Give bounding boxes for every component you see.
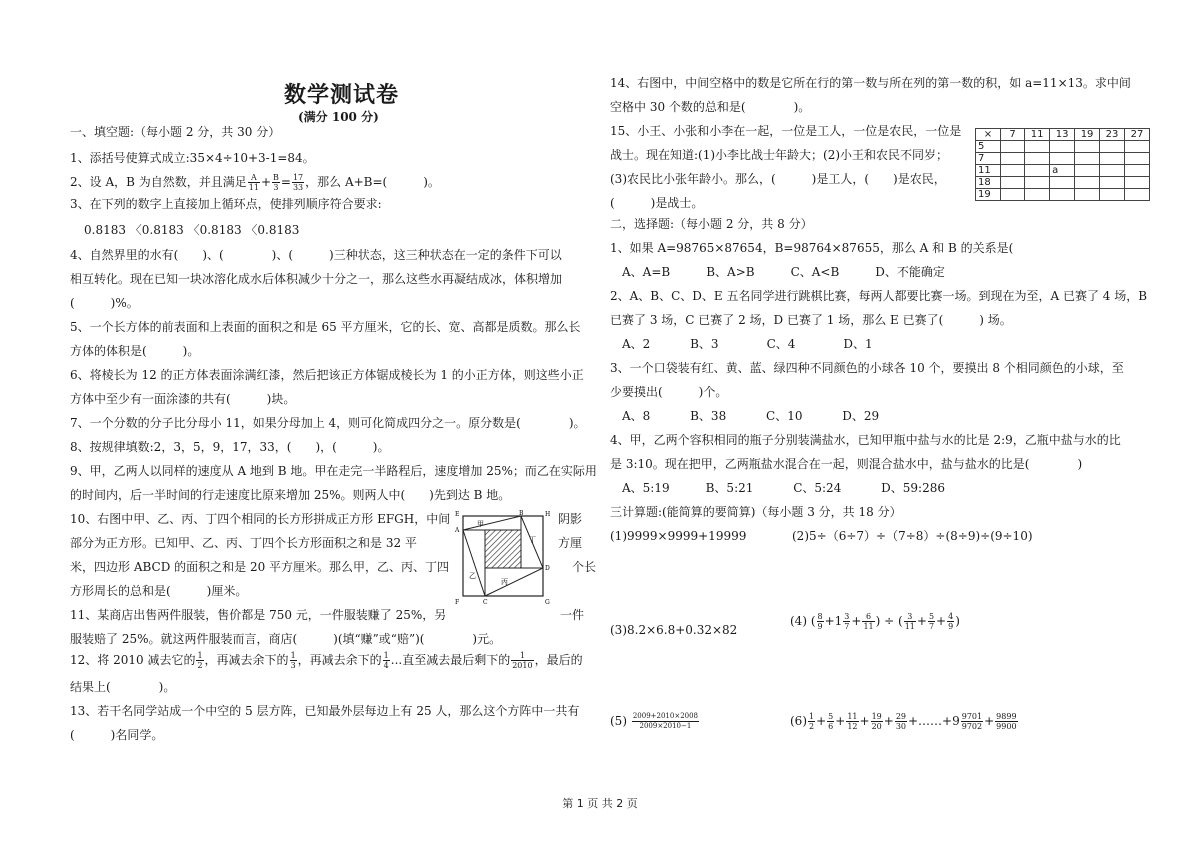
q2-prefix: 2、设 A，B 为自然数，并且满足 [70, 175, 247, 189]
grid-cell [1050, 177, 1075, 189]
grid-row [976, 141, 1150, 153]
grid-cell [1100, 165, 1125, 177]
page-footer: 第 1 页 共 2 页 [562, 797, 638, 810]
grid-header-cell: 11 [1025, 129, 1050, 141]
question-2: 2、设 A，B 为自然数，并且满足 $\frac{A}{11}$ + $\frac{B}{3}$ = $\frac{17}{33}$ ，那么 A+B=( )。 [70, 173, 440, 192]
right-question-line: 15、小王、小张和小李在一起，一位是工人，一位是农民，一位是 [610, 124, 962, 138]
label-bing: 丙 [501, 578, 508, 586]
left-question-line: 5、一个长方体的前表面和上表面的面积之和是 65 平方厘米，它的长、宽、高都是质数。那么长 [70, 320, 581, 334]
label-g: G [545, 599, 550, 606]
grid-cell [1125, 165, 1150, 177]
label-ding: 丁 [529, 536, 536, 544]
grid-row [976, 165, 1150, 177]
left-question-line: 方厘 [558, 536, 583, 550]
left-question-line: 结果上( )。 [70, 680, 176, 694]
grid-cell: 7 [976, 153, 1001, 165]
label-e: E [455, 511, 460, 518]
grid-cell: 5 [976, 141, 1001, 153]
grid-cell [1000, 153, 1024, 165]
q12-frac-2: $\frac{1}{3}$ [290, 651, 296, 670]
left-question-line: 0.8183 〈0.8183 〈0.8183 〈0.8183 [84, 223, 300, 237]
left-question-line: 7、一个分数的分子比分母小 11，如果分母加上 4，则可化简成四分之一。原分数是( )。 [70, 416, 586, 430]
right-question-line: 三计算题:(能简算的要简算)（每小题 3 分，共 18 分） [610, 505, 902, 519]
q12-frac-4: $\frac{1}{2010}$ [512, 651, 533, 670]
grid-cell [1000, 141, 1024, 153]
grid-header-cell: × [976, 129, 1001, 141]
left-question-line: ( )%。 [70, 296, 139, 310]
question-12: 12、将 2010 减去它的 $\frac{1}{2}$ ，再减去余下的 $\frac{1}{3}$ ，再减去余下的 $\frac{1}{4}$ ...直至减去最后剩下的 $\frac{1}{2010}$ ，最后的 [70, 651, 583, 670]
q12-frac-1: $\frac{1}{2}$ [197, 651, 203, 670]
label-d: D [545, 565, 550, 572]
q2-suffix: ，那么 A+B=( )。 [305, 175, 440, 189]
grid-cell [1025, 153, 1050, 165]
grid-cell [1075, 165, 1100, 177]
left-question-line: 10、右图中甲、乙、丙、丁四个相同的长方形拼成正方形 EFGH，中间 [70, 512, 451, 526]
grid-header-row [976, 129, 1150, 141]
left-question-line: 8、按规律填数:2，3，5，9，17，33，( )，( )。 [70, 440, 390, 454]
grid-row [976, 189, 1150, 201]
left-question-line: 米，四边形 ABCD 的面积之和是 20 平方厘米。那么甲，乙、丙、丁四 [70, 560, 450, 574]
grid-header-cell: 23 [1100, 129, 1125, 141]
left-question-line: 方体的体积是( )。 [70, 344, 200, 358]
grid-cell [1000, 189, 1024, 201]
square-efgh-figure [455, 508, 555, 608]
right-question-line: 空格中 30 个数的总和是( )。 [610, 100, 811, 114]
left-question-line: 方形周长的总和是( )厘米。 [70, 584, 248, 598]
label-c: C [483, 599, 488, 606]
grid-cell [1075, 177, 1100, 189]
left-question-line: 11、某商店出售两件服装，售价都是 750 元，一件服装赚了 25%，另 [70, 608, 447, 622]
grid-cell: 19 [976, 189, 1001, 201]
grid-cell [1075, 189, 1100, 201]
page-title: 数学测试卷 [284, 82, 400, 108]
right-question-line: 14、右图中，中间空格中的数是它所在行的第一数与所在列的第一数的积，如 a=11×13。求中间 [610, 76, 1131, 90]
right-question-line: 4、甲，乙两个容积相同的瓶子分别装满盐水，已知甲瓶中盐与水的比是 2:9，乙瓶中盐与水的比 [610, 433, 1121, 447]
left-question-line: 9、甲，乙两人以同样的速度从 A 地到 B 地。甲在走完一半路程后，速度增加 25%；而乙在实际用 [70, 464, 597, 478]
grid-header-cell: 13 [1050, 129, 1075, 141]
left-question-line: 的时间内，后一半时间的行走速度比原来增加 25%。则两人中( )先到达 B 地。 [70, 488, 511, 502]
label-a: A [455, 527, 460, 534]
grid-cell: 11 [976, 165, 1001, 177]
right-question-line: 1、如果 A=98765×87654，B=98764×87655，那么 A 和 B 的关系是( [610, 241, 1014, 255]
grid-header-cell: 19 [1075, 129, 1100, 141]
grid-row [976, 177, 1150, 189]
grid-cell [1125, 189, 1150, 201]
left-question-line: 方体中至少有一面涂漆的共有( )块。 [70, 392, 296, 406]
right-question-line: 已赛了 3 场，C 已赛了 2 场，D 已赛了 1 场，那么 E 已赛了( ) 场。 [610, 313, 1012, 327]
q2-frac-3: $\frac{17}{33}$ [292, 173, 304, 192]
grid-cell [1125, 177, 1150, 189]
right-question-line: ( )是战士。 [610, 196, 704, 210]
grid-cell [1050, 141, 1075, 153]
calc-5: (5) $\frac{2009+2010\times 2008}{2009\times 2010-1}$ [610, 712, 699, 730]
grid-cell [1000, 165, 1024, 177]
left-question-line: 4、自然界里的水有( )、( )、( )三种状态，这三种状态在一定的条件下可以 [70, 248, 562, 262]
grid-cell [1025, 189, 1050, 201]
shaded-square [485, 530, 521, 568]
grid-cell [1100, 153, 1125, 165]
right-question-line: (2)5÷（6÷7）÷（7÷8）÷(8÷9)÷(9÷10) [792, 529, 1033, 543]
right-question-line: 二，选择题:（每小题 2 分，共 8 分） [610, 217, 813, 231]
left-question-line: ( )名同学。 [70, 728, 164, 742]
right-question-line: A、A=B B、A>B C、A<B D、不能确定 [622, 265, 945, 279]
grid-header-cell: 7 [1000, 129, 1024, 141]
grid-cell [1050, 153, 1075, 165]
calc-6: (6) $\frac{1}{2}$ + $\frac{5}{6}$ + $\frac{11}{12}$ + $\frac{19}{20}$ + $\frac{29}{30}$ +……+9 $\frac{9701}{9702}$ + $\frac{9899}{9900}$ [790, 712, 1017, 731]
left-question-line: 3、在下列的数字上直接加上循环点，使排列顺序符合要求: [70, 197, 382, 211]
grid-cell [1125, 153, 1150, 165]
right-question-line: 战士。现在知道:(1)小李比战士年龄大；(2)小王和农民不同岁； [610, 148, 949, 162]
left-question-line: 服装赔了 25%。就这两件服装而言，商店( )(填“赚”或“赔”)( )元。 [70, 632, 502, 646]
right-question-line: 是 3:10。现在把甲，乙两瓶盐水混合在一起，则混合盐水中，盐与盐水的比是( ) [610, 457, 1083, 471]
right-question-line: A、8 B、38 C、10 D、29 [622, 409, 880, 423]
right-question-line: (3)8.2×6.8+0.32×82 [610, 623, 738, 637]
label-h: H [545, 511, 551, 518]
grid-cell [1000, 177, 1024, 189]
grid-cell [1075, 141, 1100, 153]
grid-cell [1100, 189, 1125, 201]
q2-frac-1: $\frac{A}{11}$ [248, 173, 259, 192]
q2-frac-2: $\frac{B}{3}$ [273, 173, 279, 192]
right-question-line: 3、一个口袋装有红、黄、蓝、绿四种不同颜色的小球各 10 个，要摸出 8 个相同颜色的小球，至 [610, 361, 1124, 375]
left-question-line: 一件 [560, 608, 585, 622]
grid-cell [1025, 177, 1050, 189]
right-question-line: (1)9999×9999+19999 [610, 529, 747, 543]
grid-cell: a [1050, 165, 1075, 177]
left-question-line: 相互转化。现在已知一块冰溶化成水后体积减少十分之一，那么这些水再凝结成冰，体积增加 [70, 272, 563, 286]
left-question-line: 1、添括号使算式成立:35×4÷10+3-1=84。 [70, 151, 315, 165]
left-question-line: 一、填空题:（每小题 2 分，共 30 分） [70, 125, 281, 139]
label-jia: 甲 [477, 520, 484, 528]
grid-cell [1100, 177, 1125, 189]
grid-header-cell: 27 [1125, 129, 1150, 141]
grid-row [976, 153, 1150, 165]
label-f: F [455, 599, 460, 606]
left-question-line: 部分为正方形。已知甲、乙、丙、丁四个长方形面积之和是 32 平 [70, 536, 417, 550]
right-question-line: 2、A、B、C、D、E 五名同学进行跳棋比赛，每两人都要比赛一场。到现在为至，A 已赛了 4 场，B [610, 289, 1148, 303]
multiplication-grid [975, 128, 1150, 201]
calc-4: (4) ( $\frac{8}{9}$ +1 $\frac{3}{7}$ + $\frac{6}{11}$ ) ÷ ( $\frac{3}{11}$ + $\frac{5}{7}$ + $\frac{4}{9}$ ) [790, 612, 960, 631]
label-yi: 乙 [469, 572, 476, 580]
grid-cell [1025, 141, 1050, 153]
right-question-line: A、2 B、3 C、4 D、1 [622, 337, 873, 351]
grid-cell [1050, 189, 1075, 201]
grid-cell [1075, 153, 1100, 165]
q12-frac-3: $\frac{1}{4}$ [383, 651, 389, 670]
grid-cell [1100, 141, 1125, 153]
right-question-line: A、5:19 B、5:21 C、5:24 D、59:286 [622, 481, 945, 495]
left-question-line: 13、若干名同学站成一个中空的 5 层方阵，已知最外层每边上有 25 人，那么这个方阵中一共有 [70, 704, 580, 718]
left-question-line: 个长 [572, 560, 597, 574]
left-question-line: 阴影 [558, 512, 583, 526]
grid-cell [1125, 141, 1150, 153]
right-question-line: 少要摸出( )个。 [610, 385, 728, 399]
right-question-line: (3)农民比小张年龄小。那么，( )是工人，( )是农民， [610, 172, 946, 186]
left-question-line: 6、将棱长为 12 的正方体表面涂满红漆，然后把该正方体锯成棱长为 1 的小正方体，则这些小正 [70, 368, 584, 382]
page-subtitle: (满分 100 分) [298, 110, 379, 124]
label-b: B [519, 510, 524, 517]
grid-cell [1025, 165, 1050, 177]
grid-cell: 18 [976, 177, 1001, 189]
